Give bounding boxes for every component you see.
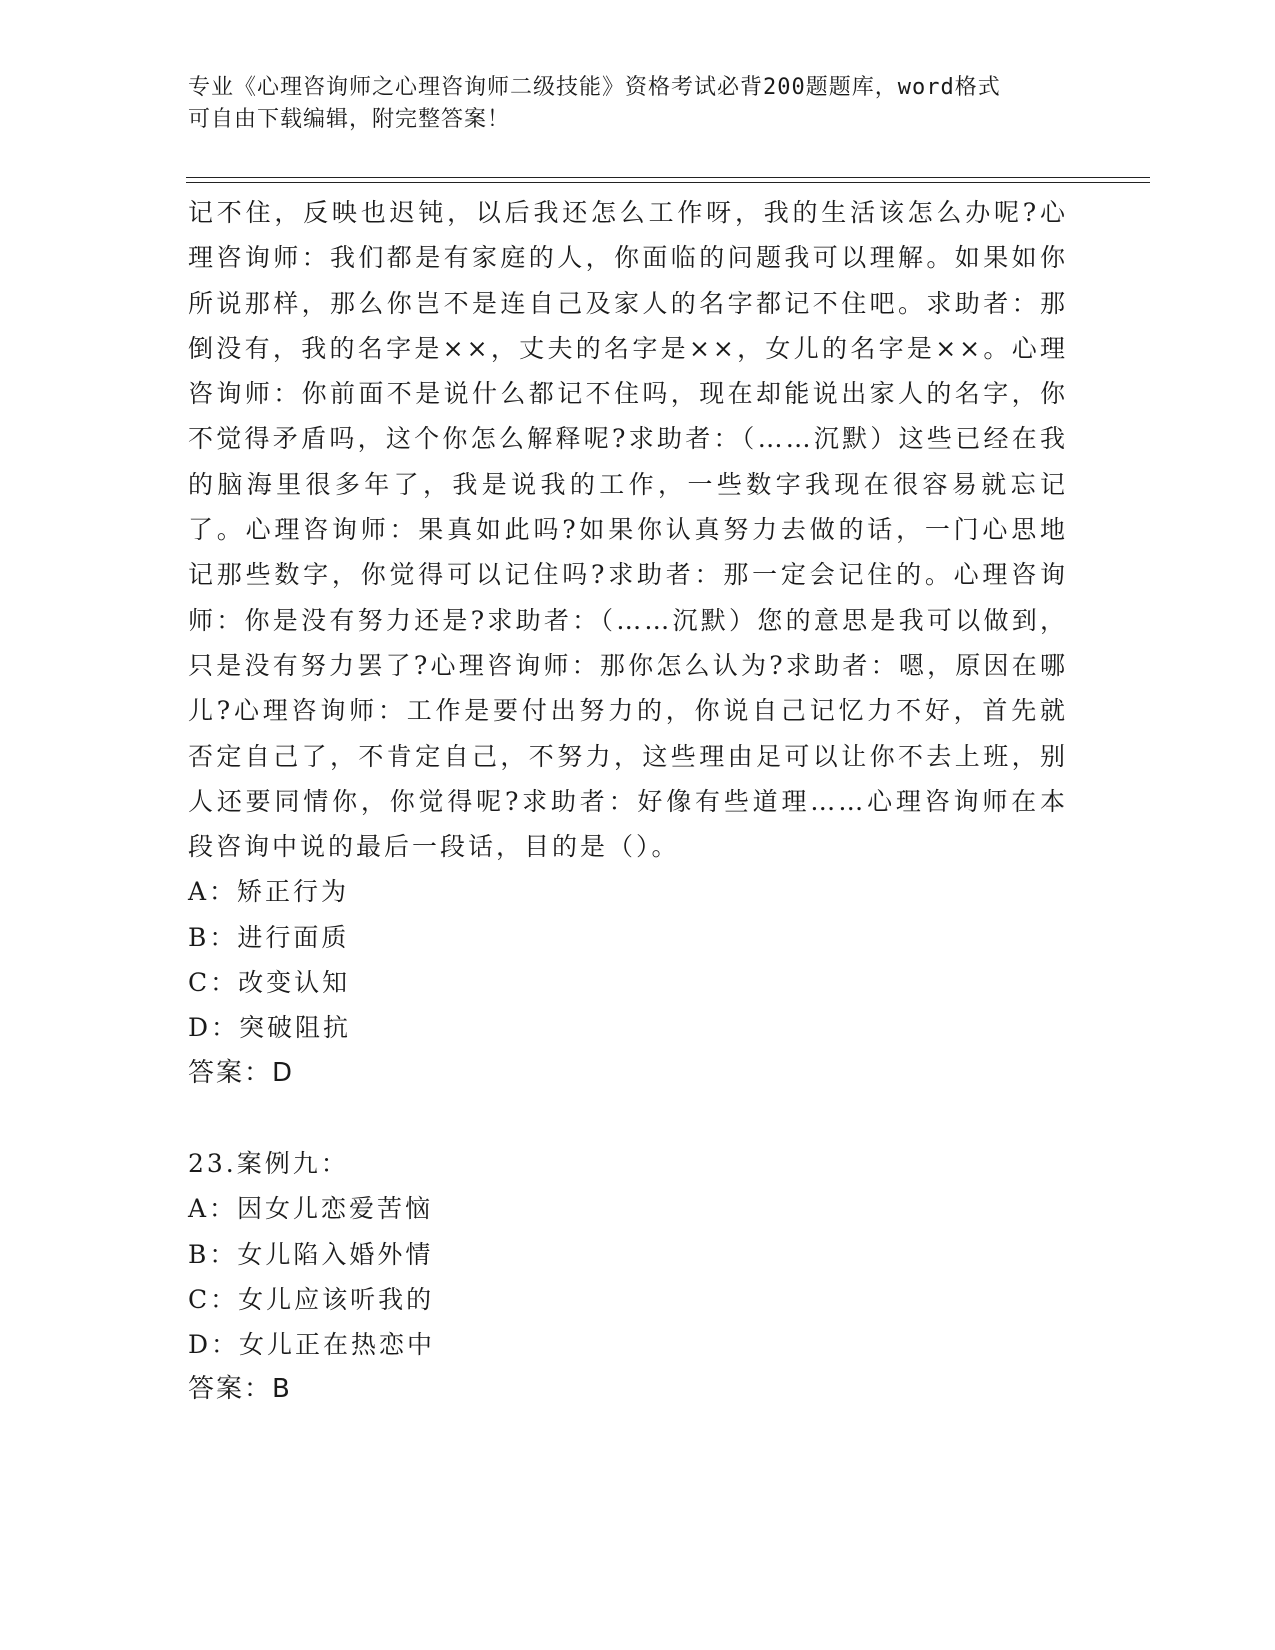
header-line-1: 专业《心理咨询师之心理咨询师二级技能》资格考试必背200题题库，word格式 bbox=[188, 75, 1001, 100]
question-22-option-c: C：改变认知 bbox=[188, 968, 351, 998]
question-spacer bbox=[188, 1096, 1068, 1141]
question-23-title: 23.案例九： bbox=[188, 1148, 349, 1178]
header-divider-top bbox=[186, 177, 1150, 178]
question-22-passage: 记不住，反映也迟钝，以后我还怎么工作呀，我的生活该怎么办呢?心理咨询师：我们都是有家庭的人，你面临的问题我可以理解。如果如你所说那样，那么你岂不是连自己及家人的名字都记不住吧。求助者：那倒没有，我的名字是××，丈夫的名字是××，女儿的名字是××。心理咨询师：你前面不是说什么都记不住吗，现在却能说出家人的名字，你不觉得矛盾吗，这个你怎么解释呢?求助者：（……沉默）这些已经在我的脑海里很多年了，我是说我的工作，一些数字我现在很容易就忘记了。心理咨询师：果真如此吗?如果你认真努力去做的话，一门心思地记那些数字，你觉得可以记住吗?求助者：那一定会记住的。心理咨询师：你是没有努力还是?求助者：（……沉默）您的意思是我可以做到，只是没有努力罢了?心理咨询师：那你怎么认为?求助者：嗯，原因在哪儿?心理咨询师：工作是要付出努力的，你说自己记忆力不好，首先就否定自己了，不肯定自己，不努力，这些理由足可以让你不去上班，别人还要同情你，你觉得呢?求助者：好像有些道理……心理咨询师在本段咨询中说的最后一段话，目的是（）。 bbox=[188, 198, 1068, 862]
header-divider-bottom bbox=[186, 182, 1150, 183]
question-22-option-d: D：突破阻抗 bbox=[188, 1013, 352, 1043]
question-23-option-c: C：女儿应该听我的 bbox=[188, 1284, 435, 1314]
question-22-option-b: B：进行面质 bbox=[188, 922, 350, 952]
document-header bbox=[188, 72, 1068, 136]
header-line-2: 可自由下载编辑，附完整答案！ bbox=[188, 107, 511, 132]
question-23-option-d: D：女儿正在热恋中 bbox=[188, 1330, 436, 1360]
question-22-answer: 答案：D bbox=[188, 1057, 295, 1088]
question-23-option-a: A：因女儿恋爱苦恼 bbox=[188, 1194, 434, 1224]
question-23-option-b: B：女儿陷入婚外情 bbox=[188, 1239, 434, 1269]
question-22-option-a: A：矫正行为 bbox=[188, 877, 350, 907]
question-23-answer: 答案：B bbox=[188, 1374, 292, 1405]
document-body bbox=[188, 190, 1068, 1413]
